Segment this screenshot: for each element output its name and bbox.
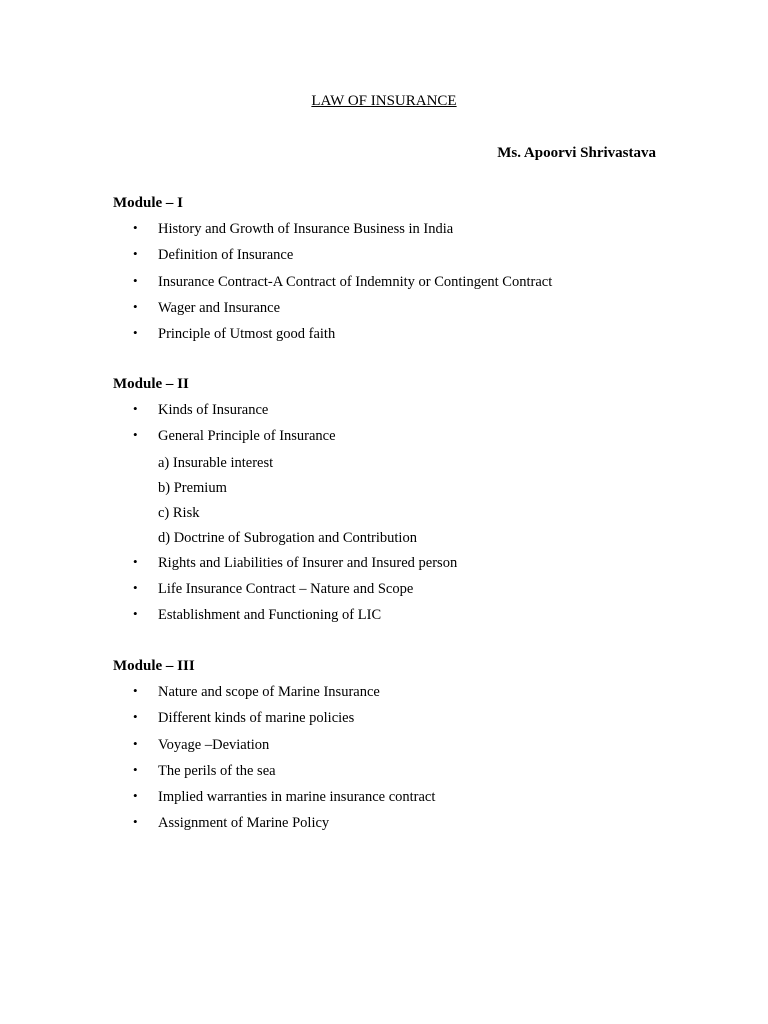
module-heading: Module – I bbox=[113, 195, 184, 211]
list-item-text: General Principle of Insurance bbox=[158, 428, 336, 445]
module-section-2 bbox=[113, 375, 673, 632]
bullet-icon: • bbox=[133, 272, 138, 288]
list-item bbox=[113, 762, 673, 788]
list-item-text: Insurance Contract-A Contract of Indemnity or Contingent Contract bbox=[158, 273, 553, 290]
bullet-icon: • bbox=[133, 788, 138, 804]
list-item bbox=[113, 427, 673, 453]
sub-list-item: c) Risk bbox=[158, 504, 200, 521]
bullet-icon: • bbox=[133, 814, 138, 830]
list-item bbox=[113, 220, 673, 246]
list-item-text: Implied warranties in marine insurance contract bbox=[158, 789, 436, 806]
list-item bbox=[113, 273, 673, 299]
list-item bbox=[113, 606, 673, 632]
sub-list-item: b) Premium bbox=[158, 479, 227, 496]
list-item-text: History and Growth of Insurance Business in India bbox=[158, 221, 454, 237]
list-item-text: Voyage –Deviation bbox=[158, 736, 270, 753]
list-item bbox=[113, 325, 673, 351]
bullet-icon: • bbox=[133, 401, 138, 416]
list-item-text: Principle of Utmost good faith bbox=[158, 326, 336, 343]
bullet-icon: • bbox=[133, 553, 138, 569]
bullet-icon: • bbox=[133, 325, 138, 341]
list-item bbox=[113, 401, 673, 427]
list-item bbox=[113, 246, 673, 272]
bullet-icon: • bbox=[133, 246, 138, 262]
list-item bbox=[113, 580, 673, 606]
sub-list-item: d) Doctrine of Subrogation and Contribution bbox=[158, 529, 417, 546]
bullet-icon: • bbox=[133, 427, 138, 443]
bullet-icon: • bbox=[133, 579, 138, 595]
bullet-icon: • bbox=[133, 220, 138, 235]
document-title-text: LAW OF INSURANCE bbox=[311, 93, 457, 109]
bullet-icon: • bbox=[133, 298, 138, 314]
module-heading: Module – II bbox=[113, 376, 189, 392]
bullet-icon: • bbox=[133, 735, 138, 751]
list-item bbox=[113, 299, 673, 325]
list-item bbox=[113, 814, 673, 840]
list-item-text: Life Insurance Contract – Nature and Scope bbox=[158, 580, 414, 597]
module-section-1 bbox=[113, 194, 673, 351]
list-item bbox=[113, 554, 673, 580]
list-item bbox=[113, 683, 673, 709]
bullet-icon: • bbox=[133, 761, 138, 777]
sub-list-item: a) Insurable interest bbox=[158, 454, 274, 471]
list-item bbox=[113, 736, 673, 762]
list-item-text: Assignment of Marine Policy bbox=[158, 815, 330, 832]
list-item-text: Nature and scope of Marine Insurance bbox=[158, 684, 380, 700]
list-item-text: The perils of the sea bbox=[158, 762, 276, 779]
bullet-icon: • bbox=[133, 709, 138, 725]
module-section-3 bbox=[113, 657, 673, 841]
bullet-icon: • bbox=[133, 606, 138, 622]
list-item-text: Establishment and Functioning of LIC bbox=[158, 607, 382, 624]
author-name: Ms. Apoorvi Shrivastava bbox=[497, 145, 656, 161]
document-title bbox=[0, 92, 768, 110]
list-item-text: Kinds of Insurance bbox=[158, 402, 269, 418]
module-heading: Module – III bbox=[113, 658, 195, 674]
bullet-icon: • bbox=[133, 683, 138, 698]
list-item-text: Definition of Insurance bbox=[158, 247, 294, 264]
list-item bbox=[113, 788, 673, 814]
list-item-text: Wager and Insurance bbox=[158, 299, 281, 316]
list-item-text: Different kinds of marine policies bbox=[158, 710, 355, 727]
list-item-text: Rights and Liabilities of Insurer and Insured person bbox=[158, 554, 458, 571]
list-item bbox=[113, 709, 673, 735]
